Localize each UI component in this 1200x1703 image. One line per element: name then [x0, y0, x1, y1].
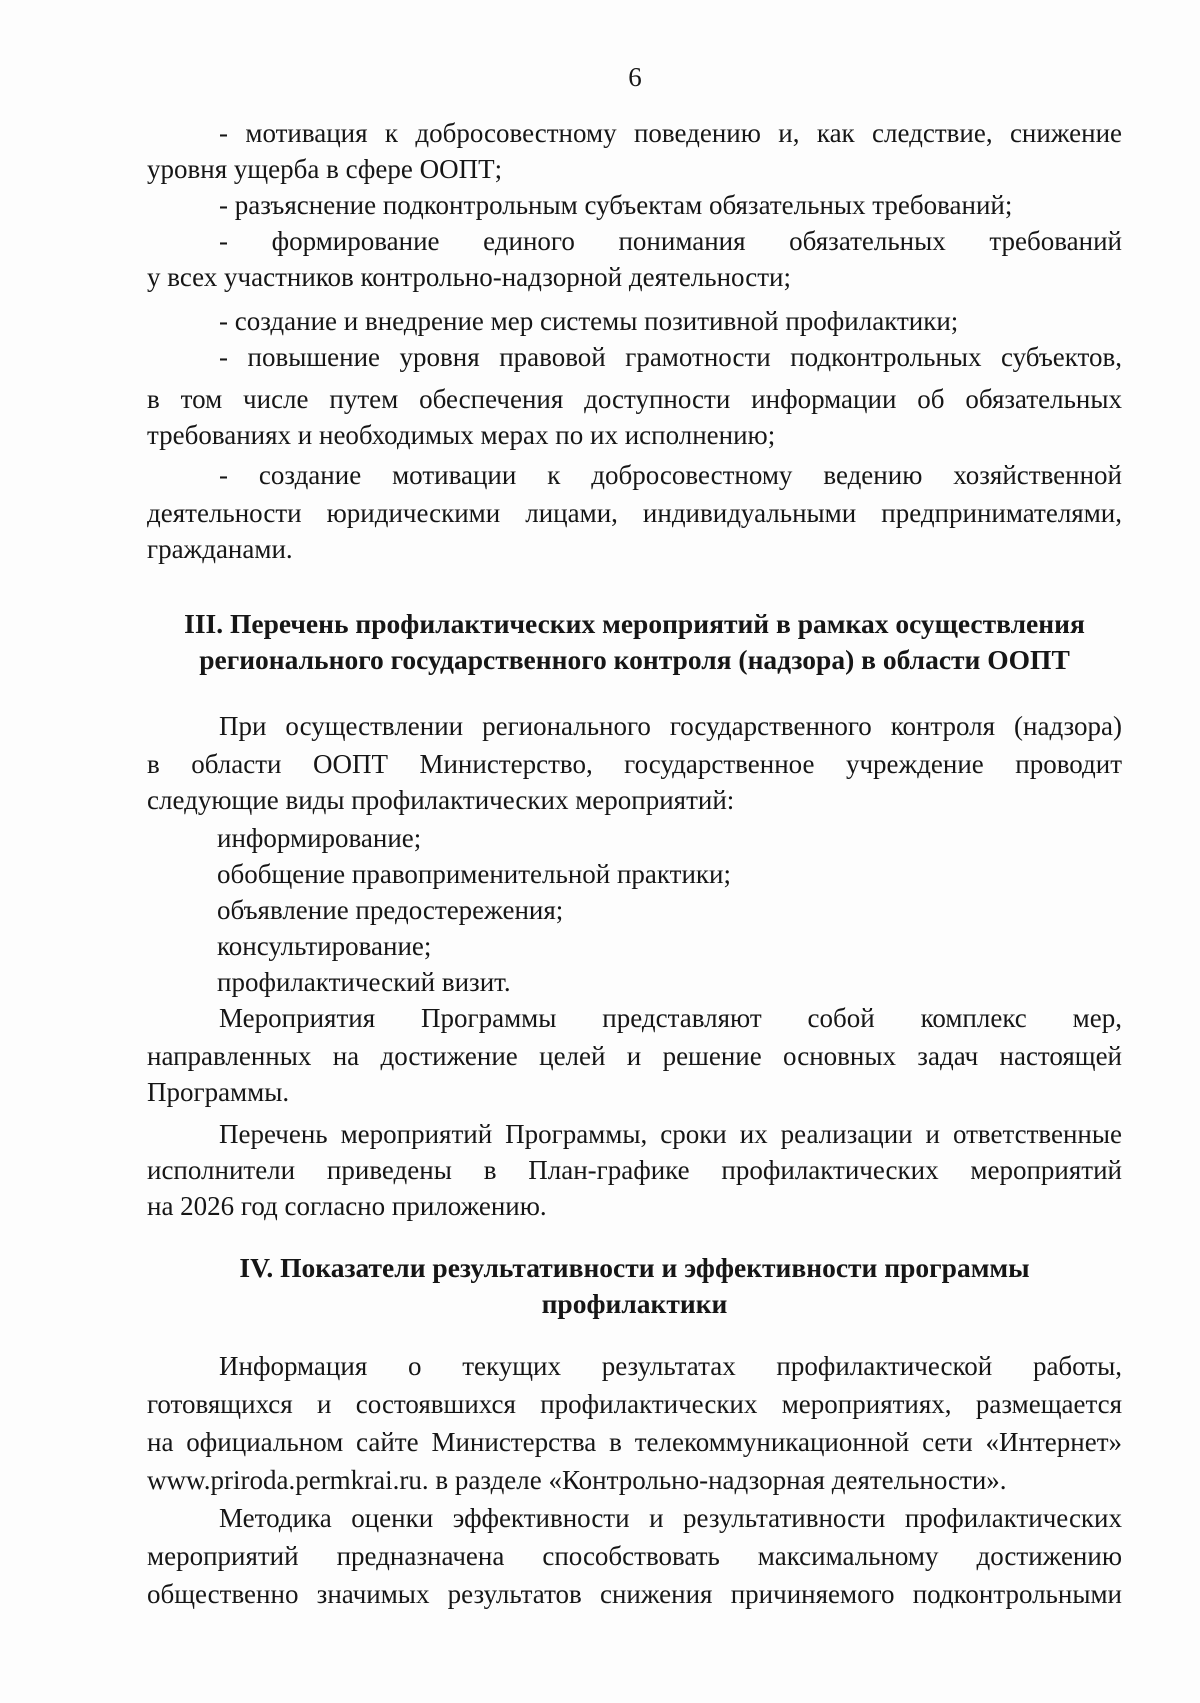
bullet-line: гражданами.	[147, 534, 293, 564]
list-item: обобщение правоприменительной практики;	[217, 859, 731, 889]
paragraph-line: на официальном сайте Министерства в телекоммуникационной сети «Интернет»	[147, 1427, 1122, 1457]
page-number: 6	[628, 62, 642, 92]
paragraph-line: мероприятий предназначена способствовать максимальному достижению	[147, 1541, 1122, 1571]
paragraph-line: Перечень мероприятий Программы, сроки их реализации и ответственные	[219, 1119, 1122, 1149]
bullet-line: - мотивация к добросовестному поведению и, как следствие, снижение	[219, 118, 1122, 148]
list-item: профилактический визит.	[217, 967, 511, 997]
bullet-line: - повышение уровня правовой грамотности подконтрольных субъектов,	[219, 342, 1122, 372]
paragraph-line: Методика оценки эффективности и результативности профилактических	[219, 1503, 1122, 1533]
list-item: информирование;	[217, 823, 422, 853]
paragraph-line: Программы.	[147, 1077, 290, 1107]
bullet-line: уровня ущерба в сфере ООПТ;	[147, 154, 503, 184]
section3-heading	[147, 606, 1122, 678]
paragraph-line: общественно значимых результатов снижения причиняемого подконтрольными	[147, 1579, 1122, 1609]
bullet-line: - разъяснение подконтрольным субъектам обязательных требований;	[219, 190, 1013, 220]
section3-heading-line2: регионального государственного контроля (надзора) в области ООПТ	[199, 644, 1070, 675]
paragraph-line: При осуществлении регионального государственного контроля (надзора)	[219, 711, 1122, 741]
bullet-line: требованиях и необходимых мерах по их исполнению;	[147, 420, 776, 450]
paragraph-line: www.priroda.permkrai.ru. в разделе «Контрольно-надзорная деятельности».	[147, 1465, 1007, 1495]
paragraph-line: направленных на достижение целей и решение основных задач настоящей	[147, 1041, 1122, 1071]
paragraph-line: следующие виды профилактических мероприятий:	[147, 785, 735, 815]
bullet-line: - создание мотивации к добросовестному ведению хозяйственной	[219, 460, 1122, 490]
bullet-line: в том числе путем обеспечения доступности информации об обязательных	[147, 384, 1122, 414]
paragraph-line: готовящихся и состоявшихся профилактических мероприятиях, размещается	[147, 1389, 1122, 1419]
paragraph-line: исполнители приведены в План-графике профилактических мероприятий	[147, 1155, 1122, 1185]
section3-heading-line1: III. Перечень профилактических мероприятий в рамках осуществления	[184, 608, 1085, 639]
bullet-line: - создание и внедрение мер системы позитивной профилактики;	[219, 306, 959, 336]
section4-heading-line2: профилактики	[541, 1288, 728, 1319]
bullet-line: у всех участников контрольно-надзорной деятельности;	[147, 262, 791, 292]
paragraph-line: на 2026 год согласно приложению.	[147, 1191, 547, 1221]
paragraph-line: в области ООПТ Министерство, государственное учреждение проводит	[147, 749, 1122, 779]
section4-heading	[147, 1250, 1122, 1322]
list-item: объявление предостережения;	[217, 895, 564, 925]
paragraph-line: Информация о текущих результатах профилактической работы,	[219, 1351, 1122, 1381]
bullet-line: деятельности юридическими лицами, индивидуальными предпринимателями,	[147, 498, 1122, 528]
list-item: консультирование;	[217, 931, 432, 961]
bullet-line: - формирование единого понимания обязательных требований	[219, 226, 1122, 256]
section4-heading-line1: IV. Показатели результативности и эффективности программы	[239, 1252, 1030, 1283]
paragraph-line: Мероприятия Программы представляют собой комплекс мер,	[219, 1003, 1122, 1033]
